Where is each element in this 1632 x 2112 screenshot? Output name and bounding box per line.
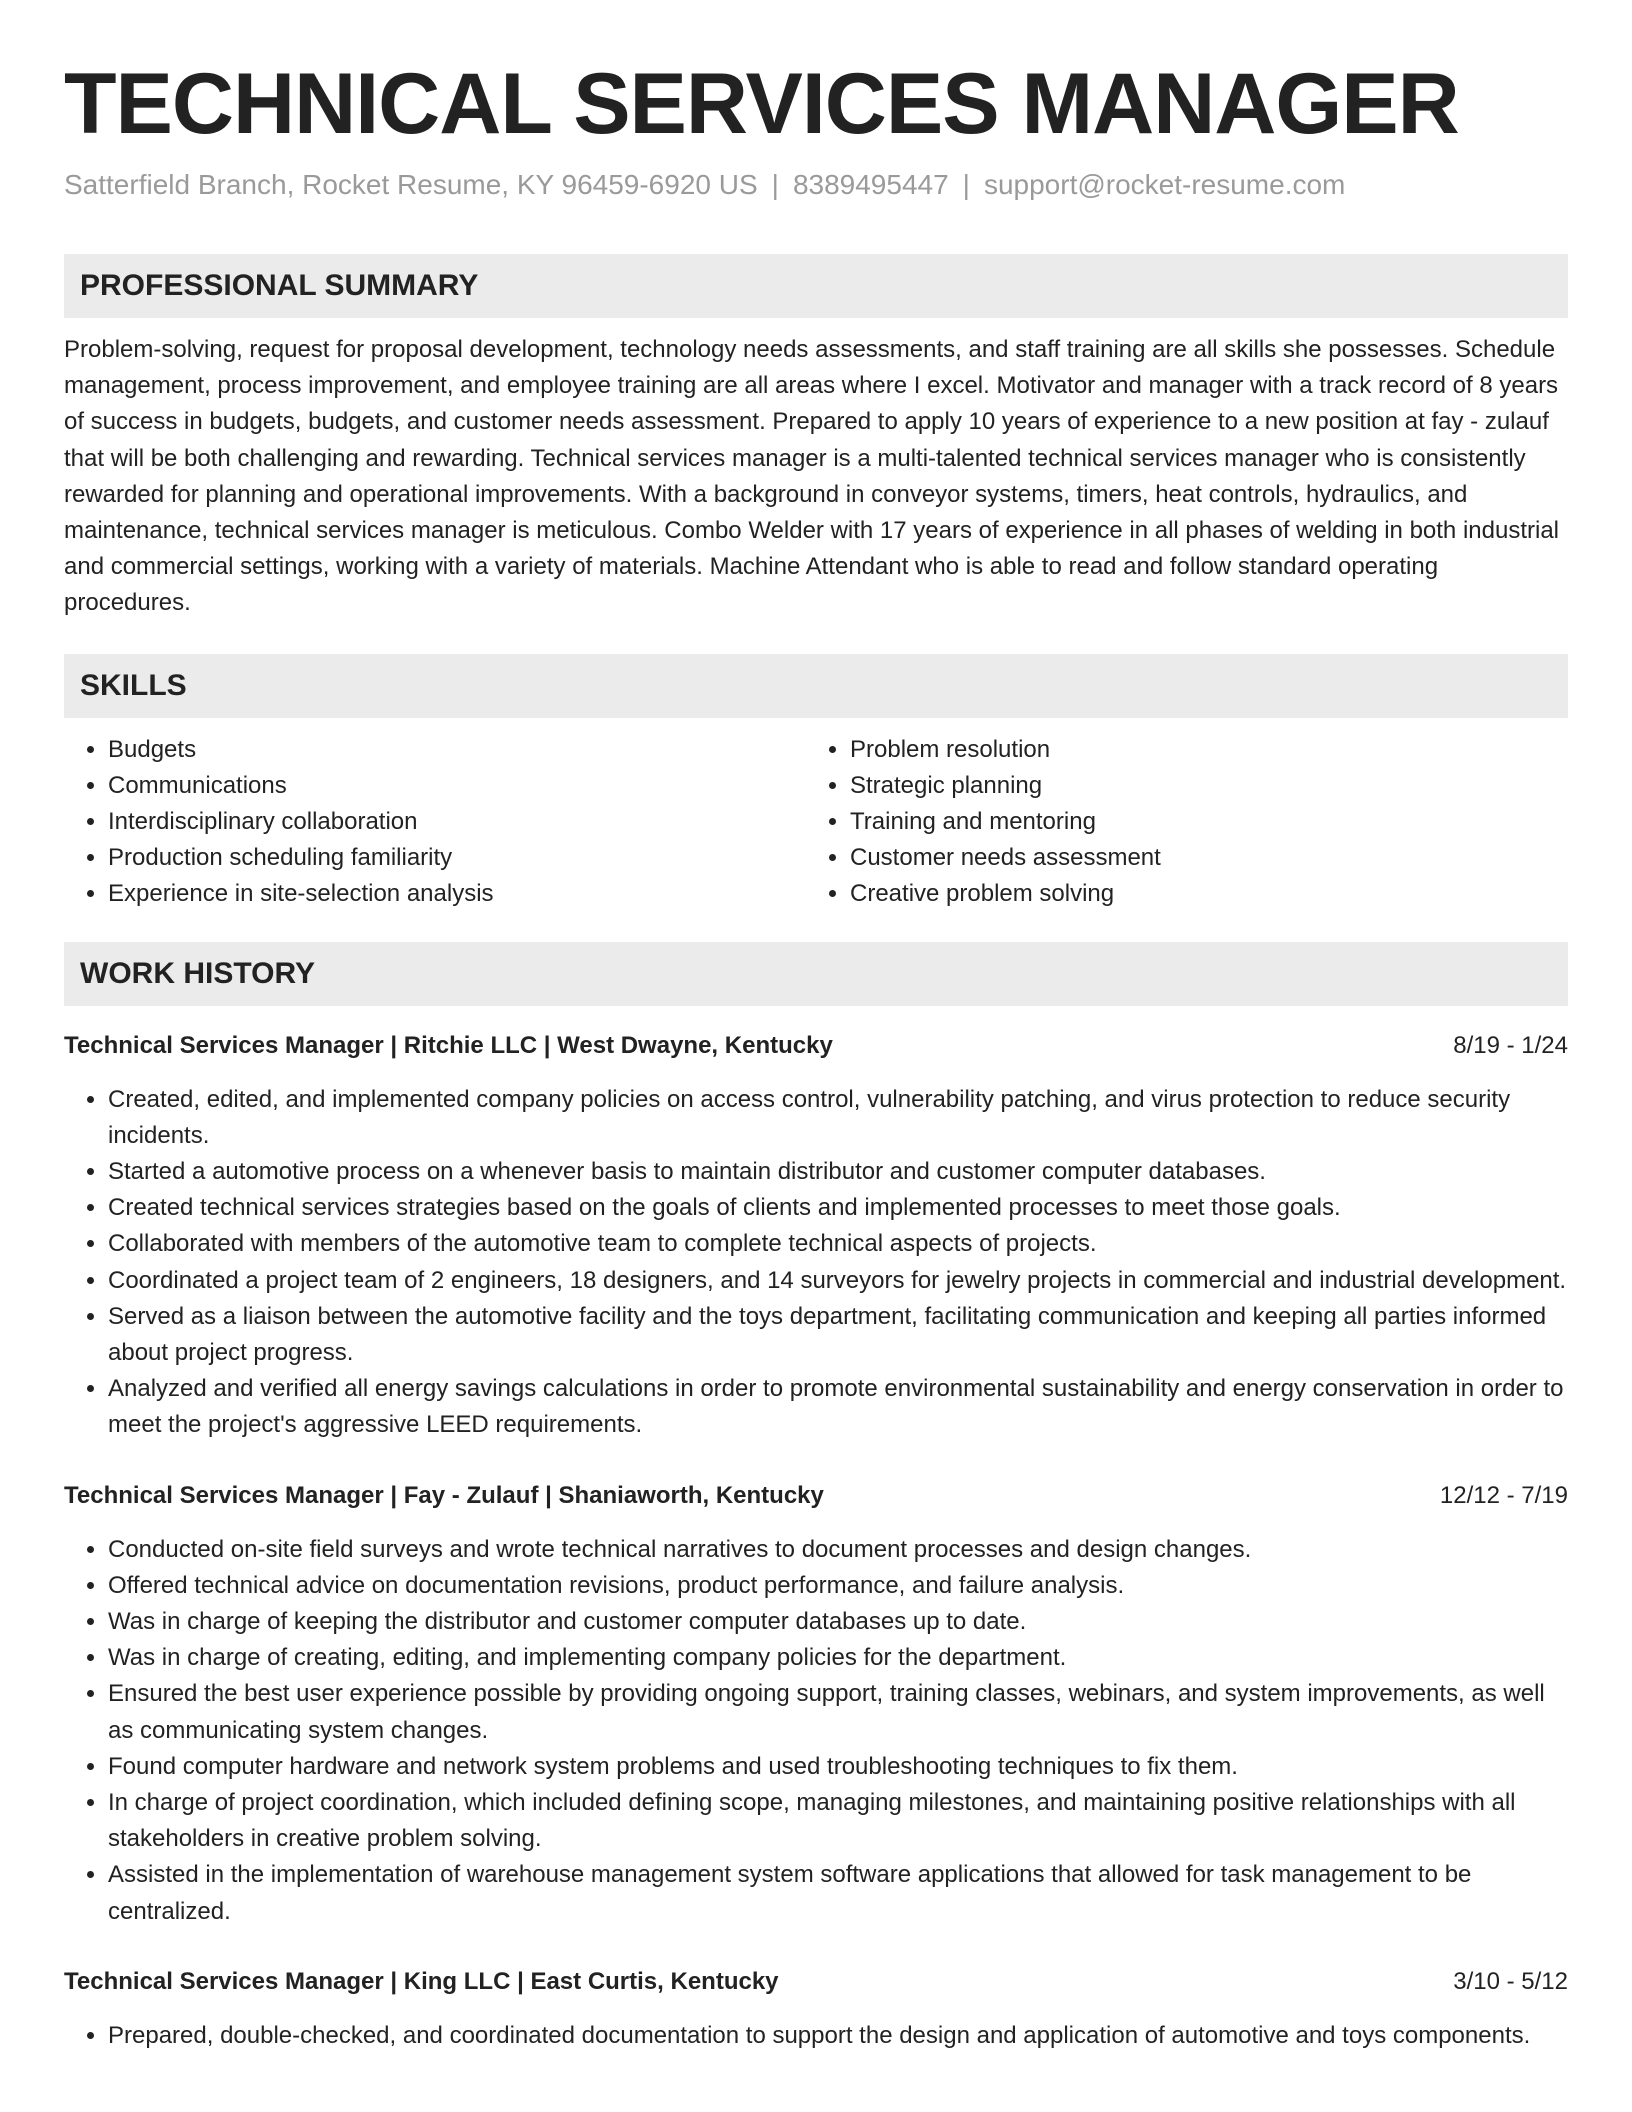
skill-item: • Experience in site-selection analysis bbox=[108, 876, 806, 912]
work-history-heading: WORK HISTORY bbox=[64, 942, 1568, 1006]
job-bullet: • Created technical services strategies based on the goals of clients and implemented processes to meet those goals. bbox=[108, 1190, 1568, 1226]
job-entry bbox=[64, 1478, 1568, 1930]
job-dates: 8/19 - 1/24 bbox=[1453, 1031, 1568, 1059]
job-bullet: • Offered technical advice on documentation revisions, product performance, and failure analysis. bbox=[108, 1568, 1568, 1604]
job-bullet: • Found computer hardware and network system problems and used troubleshooting techniques to fix them. bbox=[108, 1749, 1568, 1785]
job-bullets bbox=[64, 1532, 1568, 1930]
job-bullet: • In charge of project coordination, which included defining scope, managing milestones, and maintaining positive relationships with all stakeholders in creative problem solving. bbox=[108, 1785, 1568, 1857]
separator: | bbox=[962, 169, 970, 200]
skill-item: • Budgets bbox=[108, 732, 806, 768]
job-title: Technical Services Manager | Fay - Zulauf | Shaniaworth, Kentucky bbox=[64, 1481, 824, 1509]
job-dates: 3/10 - 5/12 bbox=[1453, 1967, 1568, 1995]
job-bullet: • Created, edited, and implemented company policies on access control, vulnerability patching, and virus protection to reduce security incidents. bbox=[108, 1082, 1568, 1154]
job-entry bbox=[64, 1028, 1568, 1444]
skill-item: • Customer needs assessment bbox=[850, 840, 1548, 876]
skill-item: • Problem resolution bbox=[850, 732, 1548, 768]
skills-heading: SKILLS bbox=[64, 654, 1568, 718]
job-bullet: • Started a automotive process on a whenever basis to maintain distributor and customer computer databases. bbox=[108, 1154, 1568, 1190]
job-bullet: • Served as a liaison between the automotive facility and the toys department, facilitating communication and keeping all parties informed about project progress. bbox=[108, 1299, 1568, 1371]
skill-item: • Interdisciplinary collaboration bbox=[108, 804, 806, 840]
skill-item: • Training and mentoring bbox=[850, 804, 1548, 840]
job-title: Technical Services Manager | King LLC | East Curtis, Kentucky bbox=[64, 1967, 779, 1995]
skill-item: • Communications bbox=[108, 768, 806, 804]
resume-page bbox=[64, 0, 1568, 2054]
skill-item: • Strategic planning bbox=[850, 768, 1548, 804]
job-bullet: • Was in charge of creating, editing, and implementing company policies for the department. bbox=[108, 1640, 1568, 1676]
job-bullets bbox=[64, 2018, 1568, 2054]
skill-item: • Creative problem solving bbox=[850, 876, 1548, 912]
job-bullet: • Prepared, double-checked, and coordinated documentation to support the design and application of automotive and toys components. bbox=[108, 2018, 1568, 2054]
job-entry bbox=[64, 1964, 1568, 2054]
skills-column-left bbox=[64, 732, 806, 912]
job-bullets bbox=[64, 1082, 1568, 1444]
job-bullet: • Analyzed and verified all energy savings calculations in order to promote environmental sustainability and energy conservation in order to meet the project's aggressive LEED requirements. bbox=[108, 1371, 1568, 1443]
job-bullet: • Ensured the best user experience possible by providing ongoing support, training classes, webinars, and system improvements, as well as communicating system changes. bbox=[108, 1676, 1568, 1748]
skill-item: • Production scheduling familiarity bbox=[108, 840, 806, 876]
skills-column-right bbox=[806, 732, 1548, 912]
summary-heading: PROFESSIONAL SUMMARY bbox=[64, 254, 1568, 318]
job-bullet: • Collaborated with members of the automotive team to complete technical aspects of projects. bbox=[108, 1226, 1568, 1262]
summary-text: Problem-solving, request for proposal development, technology needs assessments, and staff training are all skills she possesses. Schedule management, process improvement, and employee training are all areas where I excel. Motivator and manager with a track record of 8 years of success in budgets, budgets, and customer needs assessment. Prepared to apply 10 years of experience to a new position at fay - zulauf that will be both challenging and rewarding. Technical services manager is a multi-talented technical services manager who is consistently rewarded for planning and operational improvements. With a background in conveyor systems, timers, heat controls, hydraulics, and maintenance, technical services manager is meticulous. Combo Welder with 17 years of experience in all phases of welding in both industrial and commercial settings, working with a variety of materials. Machine Attendant who is able to read and follow standard operating procedures. bbox=[64, 336, 1559, 617]
job-bullet: • Was in charge of keeping the distributor and customer computer databases up to date. bbox=[108, 1604, 1568, 1640]
job-header bbox=[64, 1964, 1568, 2000]
job-header bbox=[64, 1478, 1568, 1514]
job-bullet: • Conducted on-site field surveys and wrote technical narratives to document processes and design changes. bbox=[108, 1532, 1568, 1568]
skills-list bbox=[64, 732, 1568, 912]
email-link[interactable]: support@rocket-resume.com bbox=[983, 169, 1346, 200]
job-bullet: • Assisted in the implementation of warehouse management system software applications that allowed for task management to be centralized. bbox=[108, 1857, 1568, 1929]
job-title: Technical Services Manager | Ritchie LLC | West Dwayne, Kentucky bbox=[64, 1031, 833, 1059]
job-bullet: • Coordinated a project team of 2 engineers, 18 designers, and 14 surveyors for jewelry projects in commercial and industrial development. bbox=[108, 1263, 1568, 1299]
job-header bbox=[64, 1028, 1568, 1064]
separator: | bbox=[771, 169, 779, 200]
address: Satterfield Branch, Rocket Resume, KY 96459-6920 US bbox=[64, 169, 758, 200]
candidate-name: TECHNICAL SERVICES MANAGER bbox=[64, 56, 1459, 152]
job-dates: 12/12 - 7/19 bbox=[1439, 1481, 1568, 1509]
contact-line bbox=[64, 168, 1568, 202]
phone: 8389495447 bbox=[792, 169, 949, 200]
